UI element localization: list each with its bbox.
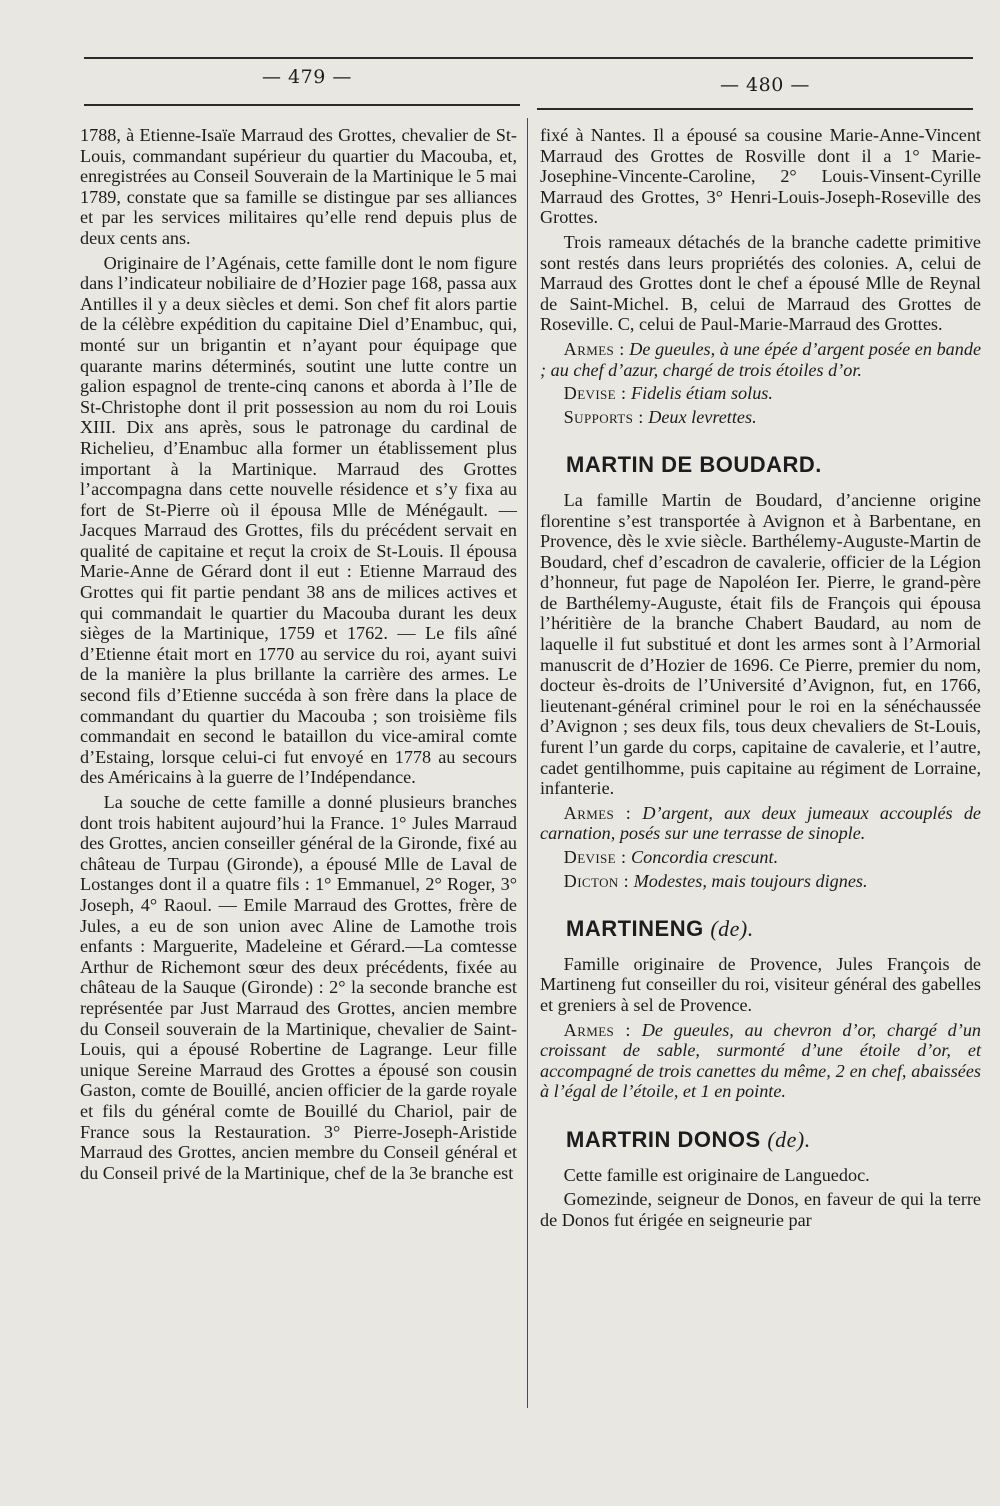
section-heading-martrin-donos bbox=[566, 1126, 981, 1152]
page-number-left: — 479 — bbox=[262, 66, 352, 88]
devise-label: Devise : bbox=[563, 847, 627, 867]
paragraph: Trois rameaux détachés de la branche cadette primitive sont restés dans leurs propriétés des colonies. A, celui de Marraud des Grottes dont le chef a épousé Mlle de Reynal de Saint-Michel. B, celui de Marraud des Grottes de Roseville. C, celui de Paul-Marie-Marraud des Grottes. bbox=[540, 231, 981, 335]
left-column bbox=[80, 125, 517, 1187]
armes-entry bbox=[540, 1020, 981, 1102]
devise-text: Concordia crescunt. bbox=[630, 847, 779, 867]
armes-text: De gueules, à une épée d’argent posée en bande ; au chef d’azur, chargé de trois étoiles d’or. bbox=[540, 338, 982, 380]
heading-text: MARTINENG bbox=[566, 916, 704, 942]
armes-label: Armes : bbox=[563, 802, 632, 823]
right-column bbox=[540, 125, 981, 1234]
devise-entry bbox=[540, 847, 981, 868]
heading-text: MARTIN DE BOUDARD. bbox=[566, 452, 822, 478]
armes-text: D’argent, aux deux jumeaux accouplés de carnation, posés sur une terrasse de sinople. bbox=[540, 802, 981, 844]
dicton-text: Modestes, mais toujours dignes. bbox=[633, 870, 868, 891]
paragraph: La souche de cette famille a donné plusieurs branches dont trois habitent aujourd’hui la France. 1° Jules Marraud des Grottes, ancien conseiller général de la Gironde, fixé au château de Turpau (Gironde), a épousé Mlle de Laval de Lostanges dont il a quatre fils : 1° Emmanuel, 2° Roger, 3° Joseph, 4° Raoul. — Emile Marraud des Grottes, frère de Jules, a eu de son union avec Aline de Lamothe trois enfants : Marguerite, Madeleine et Gérard.—La comtesse Arthur de Richemont sœur des deux précédents, fixée au château de la Sauque (Gironde) : 2° la seconde branche est représentée par Just Marraud des Grottes, ancien membre du Conseil souverain de la Martinique, chevalier de Saint-Louis, qui a épousé Robertine de Lagrange. Leur fille unique Sereine Marraud des Grottes a épousé son cousin Gaston, comte de Bouillé, ancien officier de la garde royale et fils du général comte de Bouillé du Chariol, pair de France sous la Restauration. 3° Pierre-Joseph-Aristide Marraud des Grottes, ancien membre du Conseil général et du Conseil privé de la Martinique, chef de la 3e branche est bbox=[80, 792, 517, 1183]
armes-entry bbox=[540, 803, 981, 844]
dicton-entry bbox=[540, 871, 981, 892]
heading-particle: (de). bbox=[767, 1126, 811, 1152]
page-number-right: — 480 — bbox=[720, 74, 810, 96]
armes-text: De gueules, au chevron d’or, chargé d’un croissant de sable, surmonté d’une étoile d’or, et accompagné de trois canettes du même, 2 en chef, abaissées à l’égal de l’étoile, et 1 en pointe. bbox=[540, 1019, 982, 1102]
paragraph: Famille originaire de Provence, Jules François de Martineng fut conseiller du roi, visiteur général des gabelles et greniers à sel de Provence. bbox=[540, 953, 981, 1015]
header-rule-left bbox=[84, 104, 520, 106]
supports-entry bbox=[540, 407, 981, 428]
paragraph: fixé à Nantes. Il a épousé sa cousine Marie-Anne-Vincent Marraud des Grottes de Rosville dont il a 1° Marie-Josephine-Vincente-Caroline, 2° Louis-Vinsent-Cyrille Marraud des Grottes, 3° Henri-Louis-Joseph-Roseville des Grottes. bbox=[540, 125, 981, 228]
paragraph: Originaire de l’Agénais, cette famille dont le nom figure dans l’indicateur nobiliaire de d’Hozier page 168, passa aux Antilles il y a deux siècles et demi. Son chef fit alors partie de la célèbre expédition du capitaine Diel d’Enambuc, qui, monté sur un brigantin et n’ayant pour équipage que quarante marins déterminés, soutint une lutte contre un galion espagnol de trente-cinq canons et aborda à l’Ile de St-Christophe dont il prit possession au nom du roi Louis XIII. Dix ans après, sous le patronage du cardinal de Richelieu, d’Enambuc alla former un établissement plus important à la Martinique. Marraud des Grottes l’accompagna dans cette nouvelle résidence et s’y fixa au fort de St-Pierre où il épousa Mlle de Ménégault. — Jacques Marraud des Grottes, fils du précédent servait en qualité de capitaine et reçut la croix de St-Louis. Il épousa Marie-Anne de Gérard dont il eut : Etienne Marraud des Grottes qui fit partie pendant 38 ans de milices actives et qui commandait le quartier du Macouba durant les deux sièges de la Martinique, 1759 et 1762. — Le fils aîné d’Etienne était mort en 1770 au service du roi, ayant suivi de la manière la plus brillante la carrière des armes. Le second fils d’Etienne succéda à son frère dans la place de commandant du quartier du Macouba ; son troisième fils commandait en second le bataillon du vice-amiral comte d’Estaing, lorsque celui-ci fut envoyé en 1778 au secours des Américains à la guerre de l’Indépendance. bbox=[80, 252, 517, 788]
devise-text: Fidelis étiam solus. bbox=[630, 383, 773, 404]
armes-label: Armes : bbox=[563, 1019, 631, 1040]
paragraph: Cette famille est originaire de Languedoc. bbox=[563, 1164, 870, 1185]
supports-label: Supports : bbox=[563, 406, 644, 427]
paragraph: 1788, à Etienne-Isaïe Marraud des Grottes, chevalier de St-Louis, commandant supérieur du quartier du Macouba, et, enregistrées au Conseil Souverain de la Martinique le 5 mai 1789, constate que sa famille se distingue par ses alliances et par les services militaires qu’elle rend depuis plus de deux cents ans. bbox=[80, 125, 517, 248]
paragraph: Gomezinde, seigneur de Donos, en faveur de qui la terre de Donos fut érigée en seigneurie par bbox=[540, 1189, 981, 1230]
top-rule bbox=[84, 57, 973, 59]
heading-particle: (de). bbox=[710, 916, 754, 942]
armes-entry bbox=[540, 339, 981, 380]
section-heading-martin-de-boudard bbox=[566, 452, 981, 478]
devise-label: Devise : bbox=[563, 383, 627, 404]
supports-text: Deux levrettes. bbox=[648, 406, 757, 427]
heading-text: MARTRIN DONOS bbox=[566, 1126, 761, 1152]
armes-label: Armes : bbox=[563, 338, 625, 359]
paragraph: La famille Martin de Boudard, d’ancienne origine florentine s’est transportée à Avignon et à Barbentane, en Provence, dès le xvie siècle. Barthélemy-Auguste-Martin de Boudard, chef d’escadron de cavalerie, officier de la Légion d’honneur, fut page de Napoléon Ier. Pierre, le grand-père de Barthélemy-Auguste, était fils de François qui épousa l’héritière de la branche Chabert Baudard, au nom de laquelle il fut substitué et dont les armes sont à l’Armorial manuscrit de d’Hozier de 1696. Ce Pierre, premier du nom, docteur ès-droits de l’Université d’Avignon, fut, en 1766, lieutenant-général criminel pour le roi en la sénéchaussée d’Avignon ; ses deux fils, tous deux chevaliers de St-Louis, furent l’un garde du corps, capitaine de cavalerie, et l’autre, cadet gentilhomme, puis capitaine au régiment de Lorraine, infanterie. bbox=[540, 489, 981, 799]
dicton-label: Dicton : bbox=[563, 870, 630, 891]
devise-entry bbox=[540, 383, 981, 404]
header-rule-right bbox=[537, 108, 973, 110]
section-heading-martineng bbox=[566, 916, 981, 942]
gutter-rule bbox=[527, 118, 528, 1408]
